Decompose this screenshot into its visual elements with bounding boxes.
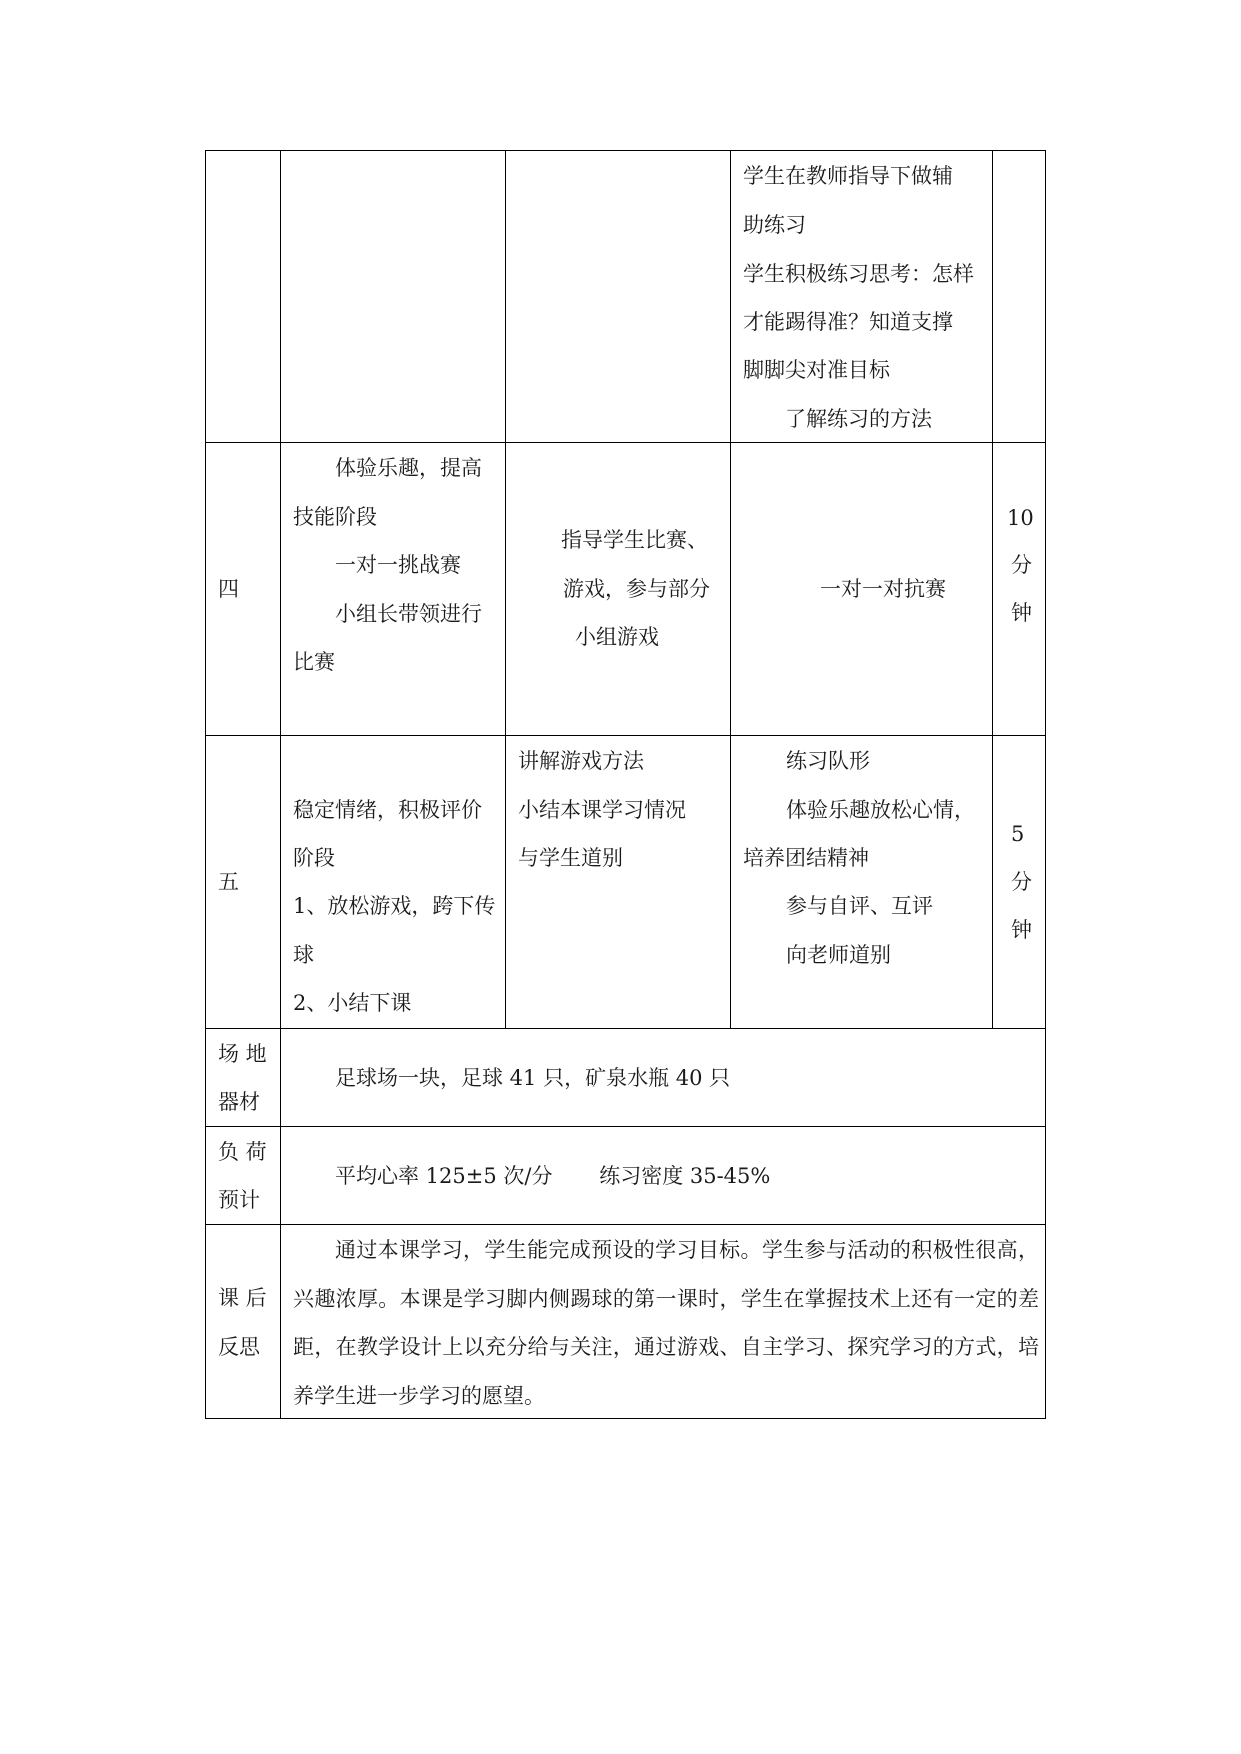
cell-content xyxy=(280,151,505,442)
content-line: 稳定情绪，积极评价 xyxy=(293,798,482,822)
table-row-four xyxy=(205,443,1046,736)
time-line: 5 xyxy=(1011,822,1025,846)
table-row-reflection xyxy=(205,1225,1046,1419)
cell-time xyxy=(992,736,1045,1028)
student-line: 脚脚尖对准目标 xyxy=(743,358,890,382)
table-row-load xyxy=(205,1127,1046,1225)
cell-time xyxy=(992,443,1045,735)
reflection-text: 通过本课学习，学生能完成预设的学习目标。学生参与活动的积极性很高，兴趣浓厚。本课是学习脚内侧踢球的第一课时，学生在掌握技术上还有一定的差距，在教学设计上以充分给与关注，通过游戏、自主学习、探究学习的方式，培养学生进一步学习的愿望。 xyxy=(293,1238,1039,1408)
cell-content xyxy=(280,443,505,735)
content-line: 球 xyxy=(293,943,314,967)
time-line: 钟 xyxy=(1011,918,1032,942)
row-label-line: 负 荷 xyxy=(218,1140,267,1164)
teacher-line: 讲解游戏方法 xyxy=(518,749,644,773)
student-line: 向老师道别 xyxy=(786,943,891,967)
student-line: 学生积极练习思考：怎样 xyxy=(743,262,974,286)
time-line: 分 xyxy=(1011,553,1032,577)
cell-teacher xyxy=(505,736,730,1028)
student-line: 了解练习的方法 xyxy=(785,407,932,431)
content-line: 比赛 xyxy=(293,650,335,674)
teacher-line: 指导学生比赛、 xyxy=(561,528,708,552)
time-line: 分 xyxy=(1011,870,1032,894)
cell-venue-text xyxy=(280,1029,1045,1126)
cell-student xyxy=(730,736,992,1028)
teacher-line: 小组游戏 xyxy=(575,625,659,649)
cell-teacher xyxy=(505,443,730,735)
cell-content xyxy=(280,736,505,1028)
cell-number xyxy=(206,443,280,735)
teacher-line: 游戏，参与部分 xyxy=(563,577,710,601)
student-line: 体验乐趣放松心情， xyxy=(786,798,975,822)
content-line: 一对一挑战赛 xyxy=(335,553,461,577)
row-number: 四 xyxy=(218,577,239,601)
student-line: 练习队形 xyxy=(786,749,870,773)
row-label-line: 课 后 xyxy=(218,1286,267,1310)
row-number: 五 xyxy=(218,870,239,894)
cell-time xyxy=(992,151,1045,442)
cell-teacher xyxy=(505,151,730,442)
cell-load-text xyxy=(280,1127,1045,1224)
table-row-five xyxy=(205,736,1046,1029)
table-row-venue xyxy=(205,1029,1046,1127)
cell-label xyxy=(206,1225,280,1418)
content-line: 阶段 xyxy=(293,846,335,870)
lesson-plan-table xyxy=(205,150,1046,1419)
cell-reflection-text xyxy=(280,1225,1045,1418)
time-line: 钟 xyxy=(1011,601,1032,625)
student-line: 参与自评、互评 xyxy=(786,894,933,918)
content-line: 体验乐趣，提高 xyxy=(335,456,482,480)
time-line: 10 xyxy=(1007,506,1034,530)
cell-number xyxy=(206,151,280,442)
cell-number xyxy=(206,736,280,1028)
student-line: 学生在教师指导下做辅 xyxy=(743,164,953,188)
cell-label xyxy=(206,1127,280,1224)
row-label-line: 器材 xyxy=(218,1090,260,1114)
content-line: 小组长带领进行 xyxy=(335,602,482,626)
student-line: 助练习 xyxy=(743,213,806,237)
student-line: 培养团结精神 xyxy=(743,846,869,870)
cell-label xyxy=(206,1029,280,1126)
table-row-continued xyxy=(205,150,1046,443)
row-label-line: 反思 xyxy=(218,1335,260,1359)
content-line: 2、小结下课 xyxy=(293,991,412,1015)
student-line: 一对一对抗赛 xyxy=(820,577,946,601)
load-text: 平均心率 125±5 次/分 练习密度 35-45% xyxy=(335,1164,771,1188)
row-label-line: 预计 xyxy=(218,1188,260,1212)
content-line: 1、放松游戏，跨下传 xyxy=(293,894,496,918)
content-line: 技能阶段 xyxy=(293,505,377,529)
cell-student xyxy=(730,151,992,442)
row-label-line: 场 地 xyxy=(218,1042,267,1066)
teacher-line: 与学生道别 xyxy=(518,846,623,870)
venue-text: 足球场一块，足球 41 只，矿泉水瓶 40 只 xyxy=(335,1066,731,1090)
teacher-line: 小结本课学习情况 xyxy=(518,798,686,822)
student-line: 才能踢得准？知道支撑 xyxy=(743,310,953,334)
cell-student xyxy=(730,443,992,735)
